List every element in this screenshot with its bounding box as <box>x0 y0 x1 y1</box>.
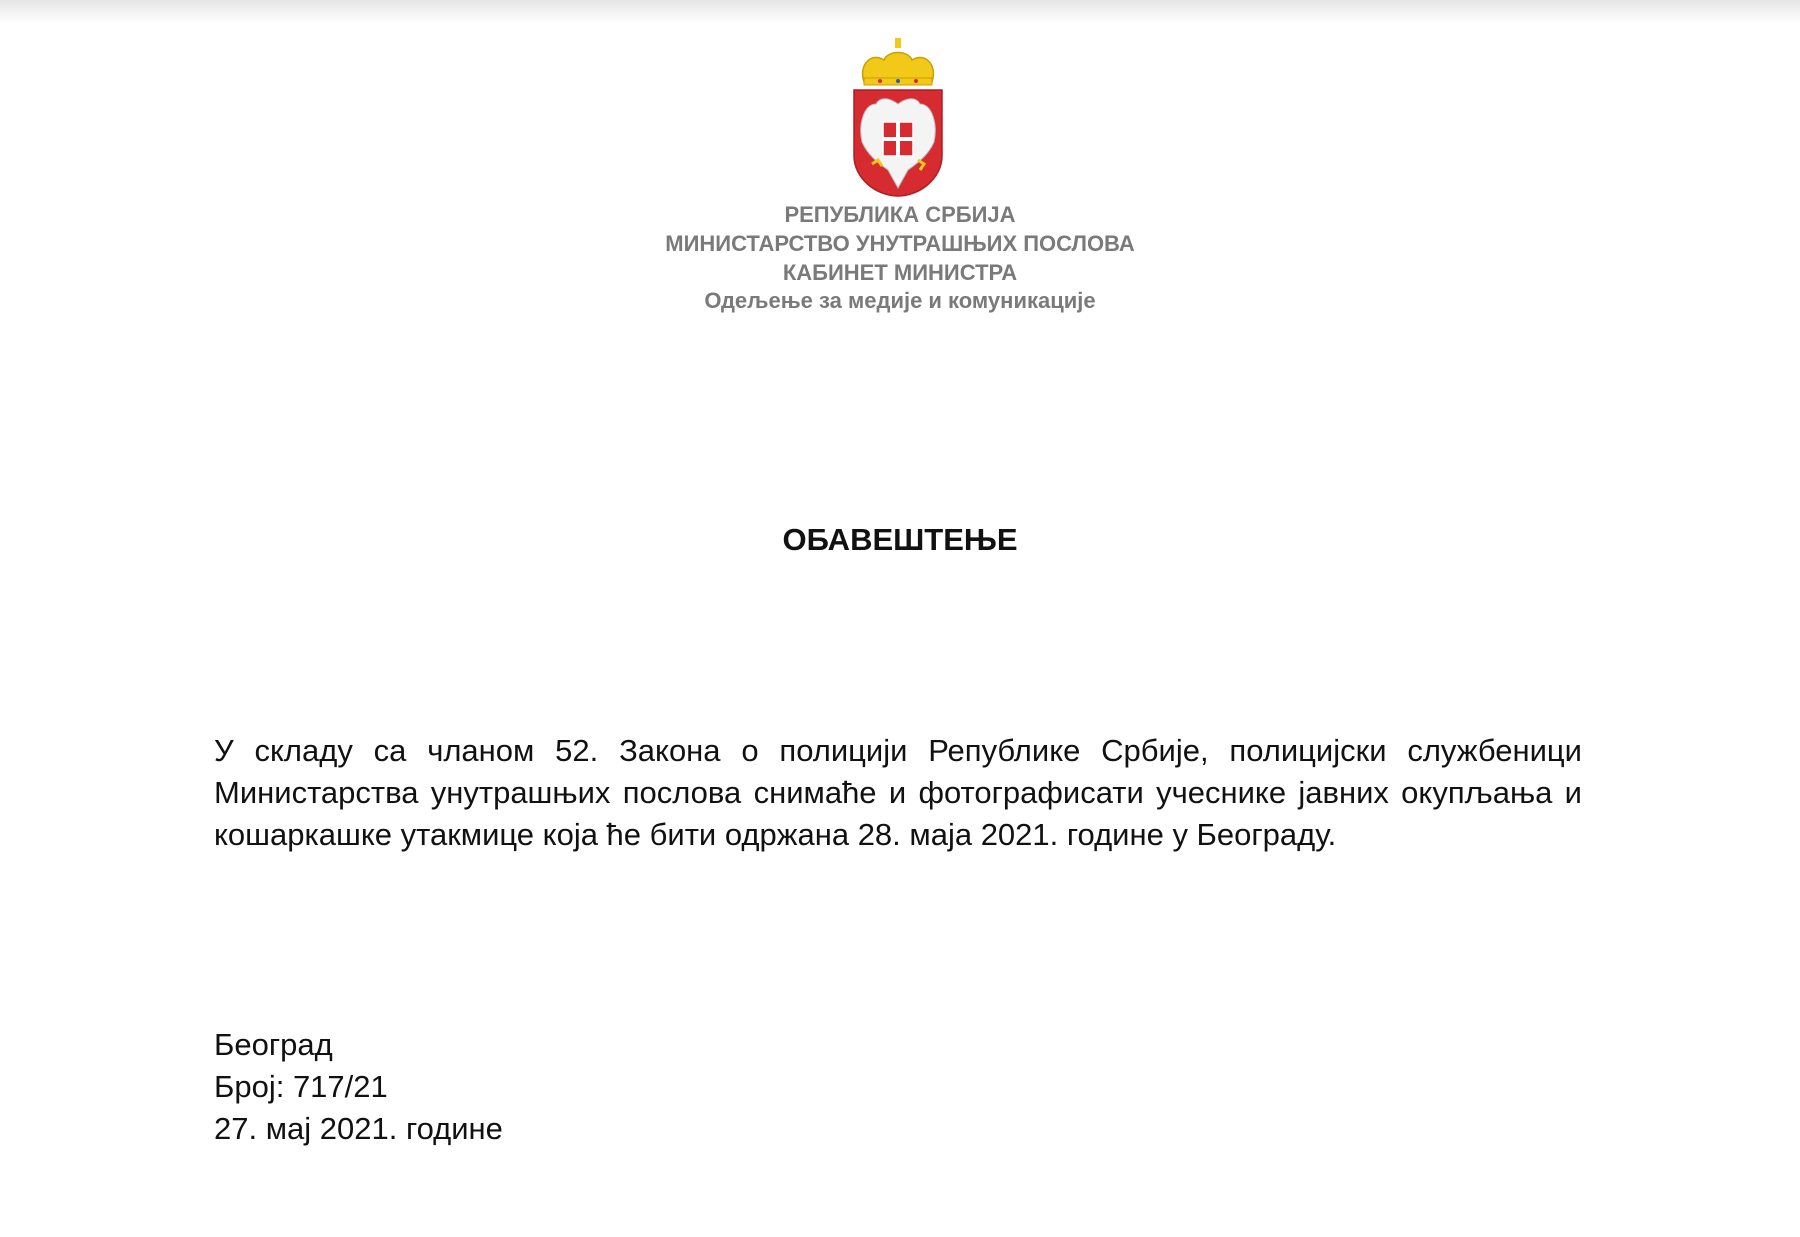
footer-number: Број: 717/21 <box>214 1069 388 1104</box>
coat-of-arms-icon <box>850 38 946 198</box>
header-republic: РЕПУБЛИКА СРБИЈА <box>784 202 1016 227</box>
header-department: Одељење за медије и комуникације <box>704 288 1096 313</box>
crown-icon <box>863 38 934 85</box>
document-title: ОБАВЕШТЕЊЕ <box>782 522 1018 557</box>
notice-body: У складу са чланом 52. Закона о полицији Републике Србије, полицијски службеници Министарства унутрашњих послова снимаће и фотографисати учеснике јавних окупљања и кошаркашке утакмице која ће бити одржана 28. маја 2021. године у Београду. <box>214 733 1582 852</box>
top-shadow <box>0 0 1800 24</box>
header-cabinet: КАБИНЕТ МИНИСТРА <box>782 260 1018 285</box>
footer-date: 27. мај 2021. године <box>214 1111 503 1146</box>
header-ministry: МИНИСТАРСТВО УНУТРАШЊИХ ПОСЛОВА <box>665 231 1135 256</box>
footer-place: Београд <box>214 1027 333 1062</box>
document-footer <box>214 1024 503 1150</box>
